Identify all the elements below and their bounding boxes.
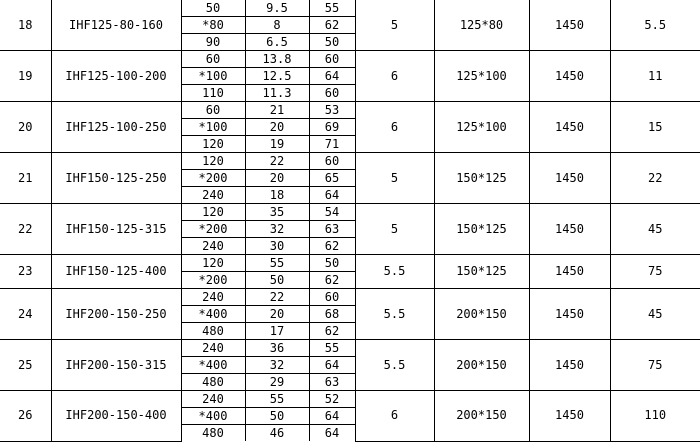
efficiency-cell: 60 [309,85,355,102]
caliber-cell: 200*150 [434,391,529,442]
table-row [0,51,700,68]
row-number-cell: 21 [0,153,51,204]
power-cell: 11 [610,51,700,102]
flow-cell: 240 [181,238,245,255]
efficiency-cell: 62 [309,323,355,340]
efficiency-cell: 65 [309,170,355,187]
flow-cell: 240 [181,187,245,204]
efficiency-cell: 54 [309,204,355,221]
caliber-cell: 150*125 [434,255,529,289]
head-cell: 35 [245,204,309,221]
head-cell: 55 [245,391,309,408]
power-cell: 45 [610,204,700,255]
speed-cell: 1450 [529,204,610,255]
efficiency-cell: 55 [309,340,355,357]
head-cell: 32 [245,221,309,238]
power-cell: 45 [610,289,700,340]
efficiency-cell: 68 [309,306,355,323]
efficiency-cell: 62 [309,272,355,289]
flow-cell: 120 [181,204,245,221]
flow-cell: 120 [181,255,245,272]
efficiency-cell: 69 [309,119,355,136]
row-number-cell: 26 [0,391,51,442]
efficiency-cell: 64 [309,408,355,425]
caliber-cell: 150*125 [434,153,529,204]
head-cell: 55 [245,255,309,272]
npsh-cell: 6 [355,391,434,442]
model-cell: IHF150-125-400 [51,255,181,289]
head-cell: 46 [245,425,309,442]
flow-cell: 90 [181,34,245,51]
power-cell: 5.5 [610,0,700,51]
npsh-cell: 5 [355,153,434,204]
flow-cell: 480 [181,374,245,391]
head-cell: 20 [245,306,309,323]
power-cell: 22 [610,153,700,204]
speed-cell: 1450 [529,102,610,153]
flow-cell: 240 [181,391,245,408]
efficiency-cell: 64 [309,187,355,204]
flow-cell: 60 [181,102,245,119]
model-cell: IHF150-125-250 [51,153,181,204]
model-cell: IHF125-100-200 [51,51,181,102]
efficiency-cell: 55 [309,0,355,17]
npsh-cell: 6 [355,51,434,102]
flow-cell: 120 [181,136,245,153]
row-number-cell: 19 [0,51,51,102]
head-cell: 22 [245,153,309,170]
row-number-cell: 24 [0,289,51,340]
row-number-cell: 22 [0,204,51,255]
table-row [0,102,700,119]
model-cell: IHF125-100-250 [51,102,181,153]
head-cell: 36 [245,340,309,357]
model-cell: IHF200-150-315 [51,340,181,391]
head-cell: 17 [245,323,309,340]
flow-cell: *200 [181,221,245,238]
efficiency-cell: 50 [309,34,355,51]
flow-cell: *200 [181,272,245,289]
npsh-cell: 5.5 [355,289,434,340]
head-cell: 11.3 [245,85,309,102]
speed-cell: 1450 [529,153,610,204]
head-cell: 29 [245,374,309,391]
head-cell: 32 [245,357,309,374]
head-cell: 20 [245,119,309,136]
row-number-cell: 20 [0,102,51,153]
efficiency-cell: 60 [309,153,355,170]
power-cell: 75 [610,340,700,391]
speed-cell: 1450 [529,0,610,51]
caliber-cell: 200*150 [434,340,529,391]
model-cell: IHF150-125-315 [51,204,181,255]
efficiency-cell: 64 [309,357,355,374]
table-row [0,204,700,221]
flow-cell: *80 [181,17,245,34]
flow-cell: *100 [181,68,245,85]
flow-cell: *400 [181,357,245,374]
caliber-cell: 125*100 [434,102,529,153]
efficiency-cell: 52 [309,391,355,408]
table-row [0,289,700,306]
speed-cell: 1450 [529,289,610,340]
flow-cell: 120 [181,153,245,170]
caliber-cell: 125*100 [434,51,529,102]
power-cell: 110 [610,391,700,442]
speed-cell: 1450 [529,340,610,391]
flow-cell: 240 [181,340,245,357]
speed-cell: 1450 [529,51,610,102]
head-cell: 30 [245,238,309,255]
flow-cell: *400 [181,408,245,425]
npsh-cell: 5.5 [355,255,434,289]
caliber-cell: 200*150 [434,289,529,340]
efficiency-cell: 64 [309,425,355,442]
caliber-cell: 150*125 [434,204,529,255]
efficiency-cell: 64 [309,68,355,85]
npsh-cell: 5 [355,204,434,255]
flow-cell: 110 [181,85,245,102]
power-cell: 75 [610,255,700,289]
table-row [0,153,700,170]
head-cell: 9.5 [245,0,309,17]
table-row [0,0,700,17]
model-cell: IHF200-150-400 [51,391,181,442]
head-cell: 50 [245,272,309,289]
row-number-cell: 23 [0,255,51,289]
head-cell: 6.5 [245,34,309,51]
head-cell: 13.8 [245,51,309,68]
flow-cell: 480 [181,323,245,340]
head-cell: 19 [245,136,309,153]
model-cell: IHF200-150-250 [51,289,181,340]
flow-cell: 60 [181,51,245,68]
head-cell: 22 [245,289,309,306]
efficiency-cell: 71 [309,136,355,153]
power-cell: 15 [610,102,700,153]
speed-cell: 1450 [529,255,610,289]
efficiency-cell: 63 [309,221,355,238]
flow-cell: 240 [181,289,245,306]
caliber-cell: 125*80 [434,0,529,51]
flow-cell: *100 [181,119,245,136]
efficiency-cell: 62 [309,17,355,34]
flow-cell: 480 [181,425,245,442]
table-row [0,255,700,272]
efficiency-cell: 62 [309,238,355,255]
head-cell: 20 [245,170,309,187]
model-cell: IHF125-80-160 [51,0,181,51]
efficiency-cell: 60 [309,289,355,306]
npsh-cell: 6 [355,102,434,153]
efficiency-cell: 60 [309,51,355,68]
head-cell: 8 [245,17,309,34]
efficiency-cell: 53 [309,102,355,119]
flow-cell: 50 [181,0,245,17]
head-cell: 18 [245,187,309,204]
head-cell: 21 [245,102,309,119]
npsh-cell: 5.5 [355,340,434,391]
row-number-cell: 25 [0,340,51,391]
efficiency-cell: 63 [309,374,355,391]
npsh-cell: 5 [355,0,434,51]
head-cell: 12.5 [245,68,309,85]
speed-cell: 1450 [529,391,610,442]
head-cell: 50 [245,408,309,425]
table-row [0,391,700,408]
flow-cell: *200 [181,170,245,187]
flow-cell: *400 [181,306,245,323]
efficiency-cell: 50 [309,255,355,272]
row-number-cell: 18 [0,0,51,51]
table-row [0,340,700,357]
